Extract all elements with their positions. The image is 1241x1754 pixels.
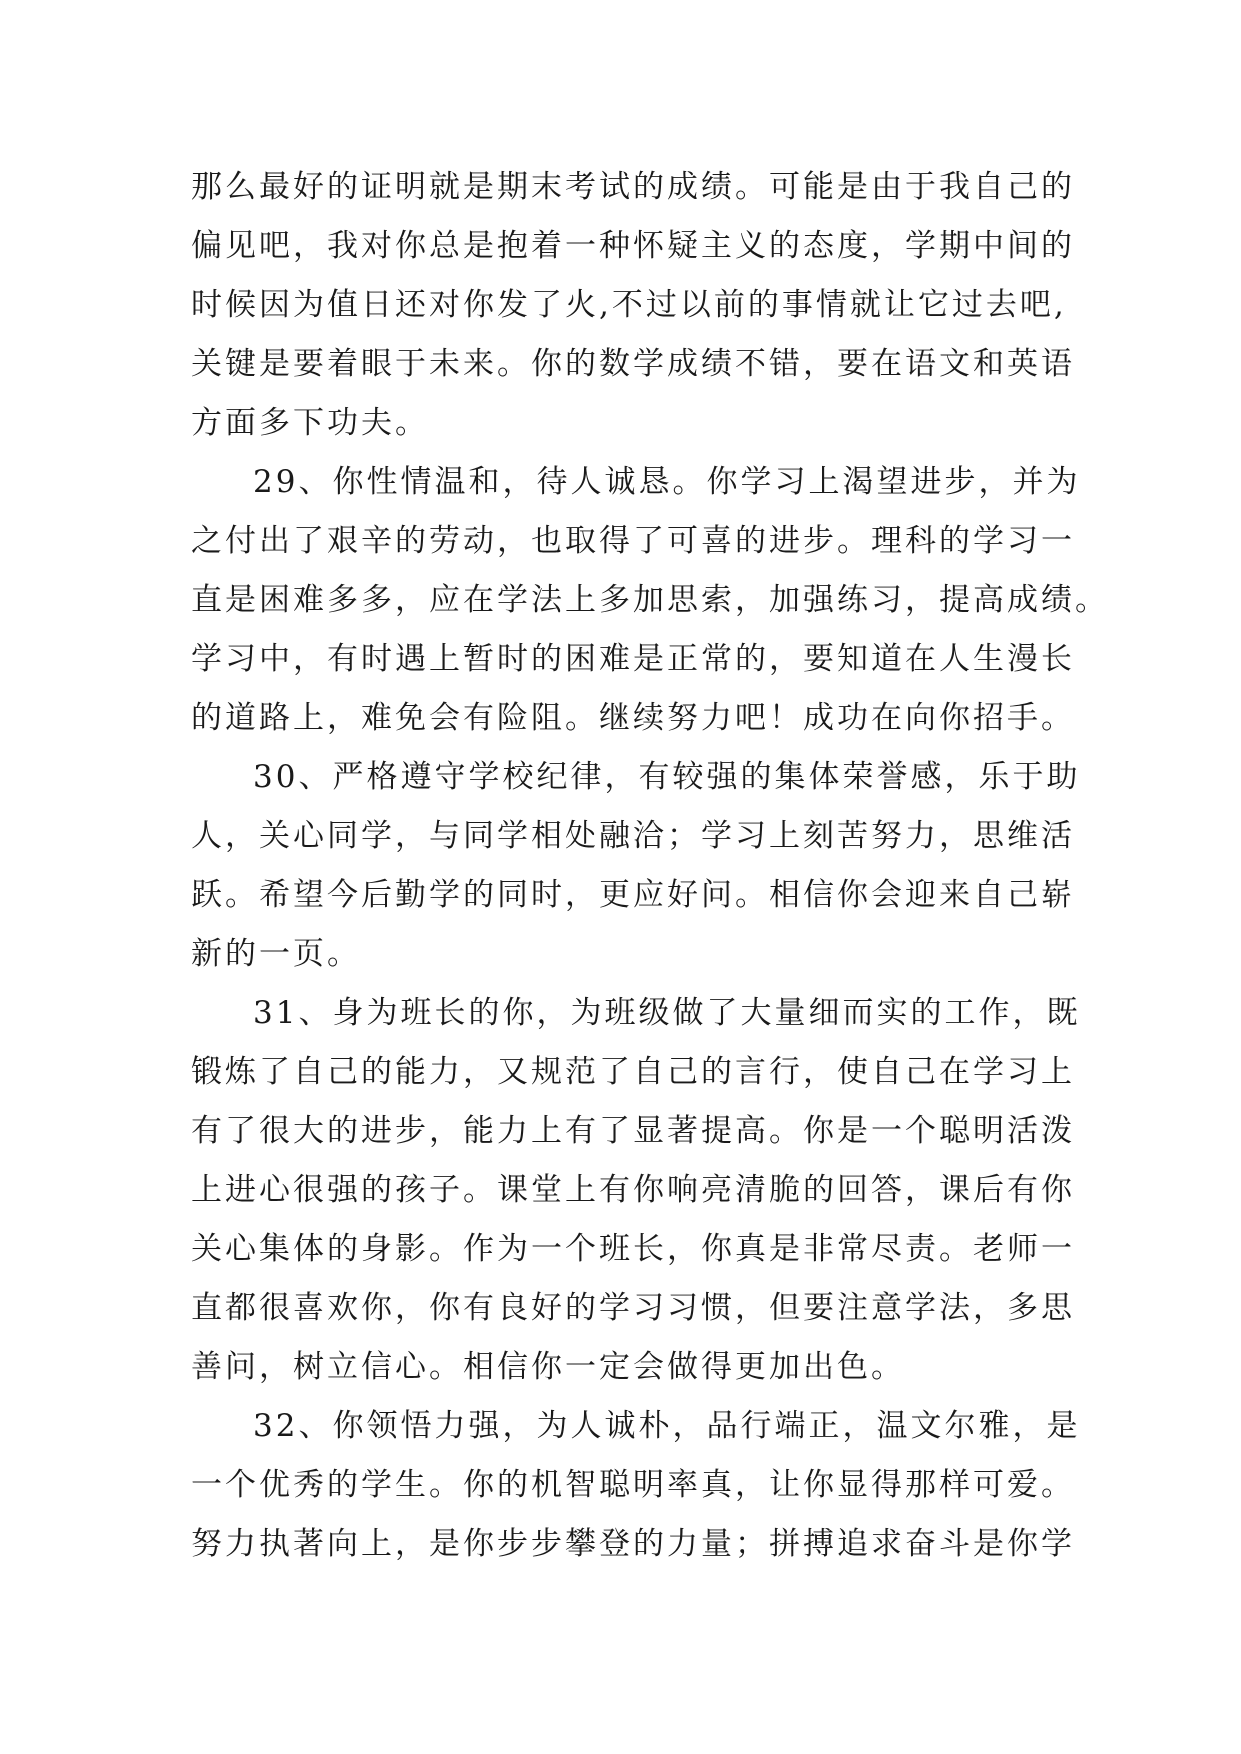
paragraph-continuation <box>191 158 1091 453</box>
text-line: 关心集体的身影。作为一个班长，你真是非常尽责。老师一 <box>191 1231 1075 1267</box>
text-line: 上进心很强的孩子。课堂上有你响亮清脆的回答，课后有你 <box>191 1172 1075 1208</box>
text-line: 跃。希望今后勤学的同时，更应好问。相信你会迎来自己崭 <box>191 877 1075 913</box>
text-line: 32、你领悟力强，为人诚朴，品行端正，温文尔雅，是 <box>253 1408 1081 1444</box>
text-line: 30、严格遵守学校纪律，有较强的集体荣誉感，乐于助 <box>253 759 1081 795</box>
text-line: 那么最好的证明就是期末考试的成绩。可能是由于我自己的 <box>191 169 1075 205</box>
paragraph-30 <box>191 748 1091 984</box>
document-body <box>191 158 1109 1574</box>
paragraph-29 <box>191 453 1109 748</box>
text-line: 之付出了艰辛的劳动，也取得了可喜的进步。理科的学习一 <box>191 523 1075 559</box>
text-line: 方面多下功夫。 <box>191 405 429 441</box>
text-line: 时候因为值日还对你发了火,不过以前的事情就让它过去吧, <box>191 287 1067 323</box>
text-line: 学习中，有时遇上暂时的困难是正常的，要知道在人生漫长 <box>191 641 1075 677</box>
text-line: 善问，树立信心。相信你一定会做得更加出色。 <box>191 1349 905 1385</box>
text-line: 31、身为班长的你，为班级做了大量细而实的工作，既 <box>253 995 1081 1031</box>
text-line: 人，关心同学，与同学相处融洽；学习上刻苦努力，思维活 <box>191 818 1075 854</box>
text-line: 关键是要着眼于未来。你的数学成绩不错，要在语文和英语 <box>191 346 1075 382</box>
text-line: 偏见吧，我对你总是抱着一种怀疑主义的态度，学期中间的 <box>191 228 1075 264</box>
text-line: 一个优秀的学生。你的机智聪明率真，让你显得那样可爱。 <box>191 1467 1075 1503</box>
text-line: 锻炼了自己的能力，又规范了自己的言行，使自己在学习上 <box>191 1054 1075 1090</box>
text-line: 的道路上，难免会有险阻。继续努力吧！成功在向你招手。 <box>191 700 1075 736</box>
text-line: 29、你性情温和，待人诚恳。你学习上渴望进步，并为 <box>253 464 1081 500</box>
text-line: 新的一页。 <box>191 936 361 972</box>
text-line: 直是困难多多，应在学法上多加思索，加强练习，提高成绩。 <box>191 582 1109 618</box>
text-line: 努力执著向上，是你步步攀登的力量；拼搏追求奋斗是你学 <box>191 1526 1075 1562</box>
text-line: 直都很喜欢你，你有良好的学习习惯，但要注意学法，多思 <box>191 1290 1075 1326</box>
paragraph-31 <box>191 984 1091 1397</box>
text-line: 有了很大的进步，能力上有了显著提高。你是一个聪明活泼 <box>191 1113 1075 1149</box>
paragraph-32 <box>191 1397 1091 1574</box>
